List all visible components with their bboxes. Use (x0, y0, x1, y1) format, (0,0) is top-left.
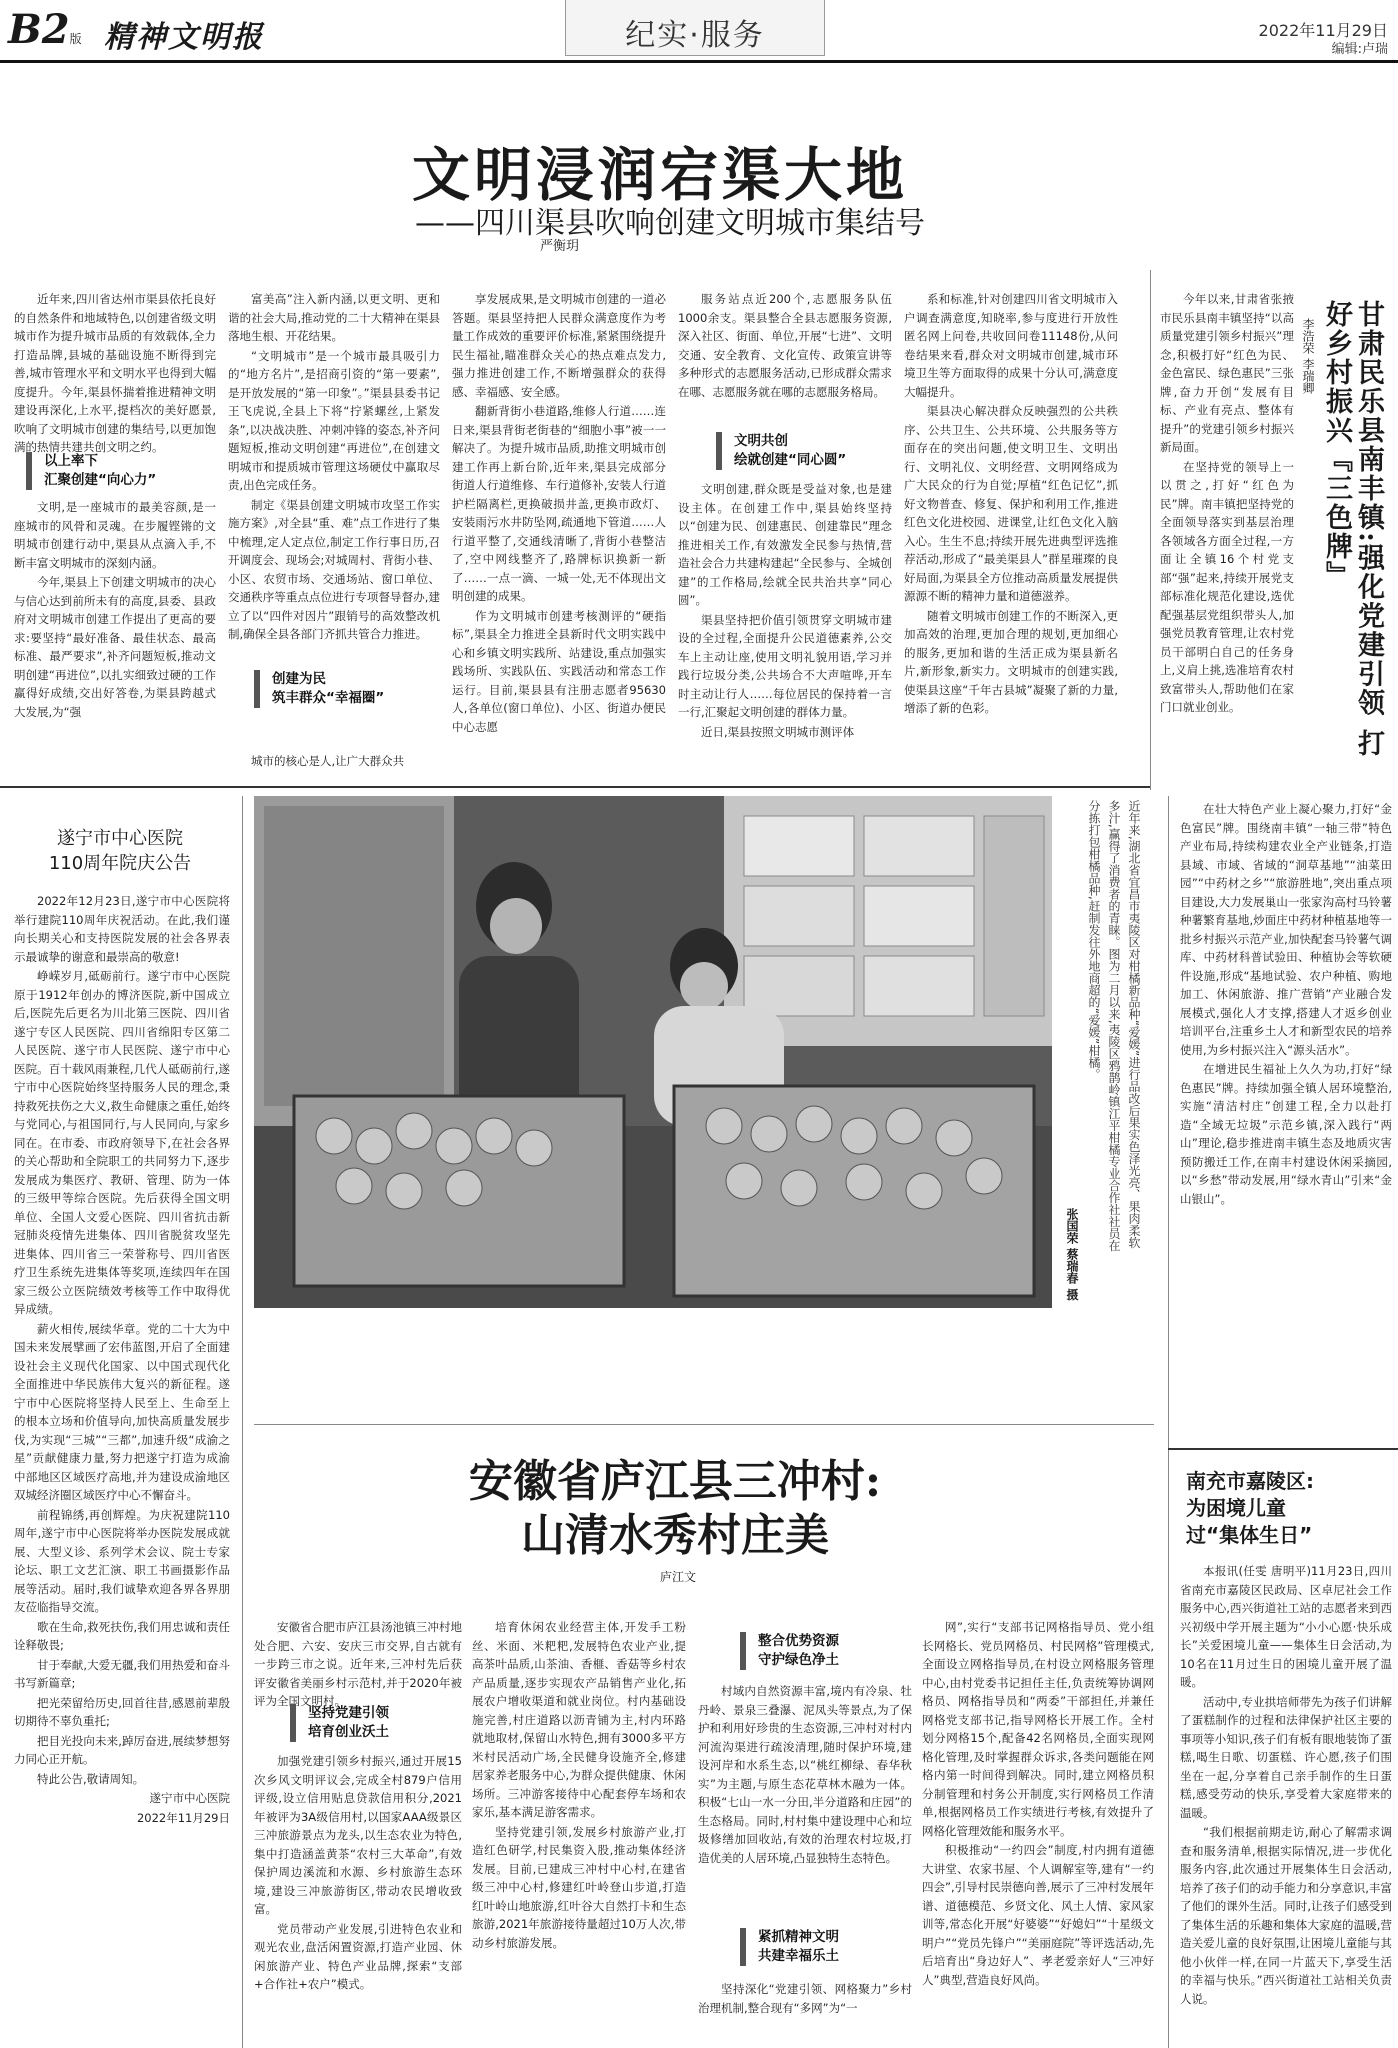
anhui-column-2 (472, 1618, 686, 2036)
paragraph: 坚持深化“党建引领、网格聚力”乡村治理机制,整合现有“多网”为“一 (698, 1982, 912, 2015)
nanchong-headline (1186, 1468, 1386, 1549)
subhead-line: 创建为民 (272, 671, 326, 687)
paragraph: 在增进民生福祉上久久为功,打好“绿色惠民”牌。持续加强全镇人居环境整治,实施“清洁村庄”创建工程,全力以赴打造“全域无垃圾”示范乡镇,深入践行“两山”理论,稳步推进南丰镇生态及地质灾害预防搬迁工作,在南丰村建设休闲采摘园,以“乡愁”带动发展,用“绿水青山”引来“金山银山”。 (1180, 1062, 1392, 1206)
paragraph: 在坚持党的领导上一以贯之,打好“红色为民”牌。南丰镇把坚持党的全面领导落实到基层治理各领域各方面全过程,一方面让全镇16个村党支部“强”起来,持续开展党支部标准化规范化建设,选优配强基层党组织带头人,加强党员教育管理,让农村党员干部明白自己的任务身上,义肩上挑,选准培育农村致富带头人,帮助他们在家门口就业创业。 (1160, 459, 1294, 714)
anhui-column-3 (698, 1682, 912, 1906)
title-line: 为困境儿童 (1186, 1496, 1286, 1520)
paragraph: 薪火相传,展续华章。党的二十大为中国未来发展擘画了宏伟蓝图,开启了全面建设社会主义现代化国家、以中国式现代化全面推进中华民族伟大复兴的新征程。遂宁市中心医院将坚持人民至上、生命至上的根本立场和价值导向,加快高质量发展步伐,为实现“三城”“三都”,加速升级“成渝之星”贡献健康力量,努力把遂宁打造为成渝中部地区区域医疗高地,并为建设成渝地区双城经济圈区域医疗中心不懈奋斗。 (14, 1321, 230, 1502)
editor-credit: 编辑:卢瑞 (1331, 42, 1388, 57)
paragraph: 坚持党建引领,发展乡村旅游产业,打造红色研学,村民集资入股,推动集体经济发展。目前,已建成三冲村中心村,在建省级三冲中心村,修建红叶岭登山步道,打造红叶岭山地旅游,红叶谷大自然打卡和生态旅游,2021年旅游接待量超过10万人次,带动乡村旅游发展。 (472, 1824, 686, 1950)
lead-column-1b (14, 498, 216, 776)
column-divider (1168, 796, 1169, 2048)
paragraph: 党员带动产业发展,引进特色农业和观光农业,盘活闲置资源,打造产业园、休闲旅游产业、特色产业品牌,探索“支部+合作社+农户”模式。 (254, 1921, 462, 1991)
paragraph: 峥嵘岁月,砥砺前行。遂宁市中心医院原于1912年创办的博济医院,新中国成立后,医院先后更名为川北第三医院、四川省遂宁专区人民医院、四川省绵阳专区第二人民医院、遂宁市人民医院、遂宁市中心医院。百十载风雨兼程,几代人砥砺前行,遂宁市中心医院始终坚持服务人民的理念,秉持救死扶伤之大义,救生命健康之重任,始终与党同心,与祖国同行,与人民同向,与家乡同在。在市委、市政府领导下,在社会各界的关心帮助和全院职工的共同努力下,逐步发展成为集医疗、教研、管理、防为一体的三级甲等综合医院。先后获得全国文明单位、全国人文爱心医院、四川省抗击新冠肺炎疫情先进集体、四川省脱贫攻坚先进集体、四川省三一荣誉称号、四川省医疗卫生系统先进集体等奖项,连续四年在国家三级公立医院绩效考核等工作中取得优异成绩。 (14, 969, 230, 1316)
lead-subhead-2 (254, 670, 384, 708)
paragraph: 系和标准,针对创建四川省文明城市入户调查满意度,知晓率,参与度进行开放性匿名网上问卷,共收回问卷11148份,从问卷结果来看,群众对文明城市创建,城市环境卫生等方面取得的成果十分认可,满意度大幅提升。 (904, 292, 1118, 399)
gansu-column-b (1180, 800, 1392, 1440)
title-line: 山清水秀村庄美 (521, 1510, 829, 1561)
paragraph: 渠县决心解决群众反映强烈的公共秩序、公共卫生、公共环境、公共服务等方面存在的突出问题,使文明卫生、文明出行、文明礼仪、文明经营、文明网络成为广大民众的行为自觉;厚植“红色记忆”,抓好文物普查、修复、保护和利用工作,推进红色文化进校园、进课堂,让红色文化入脑入心。生生不息;持续开展先进典型评选推荐活动,形成了“最美渠县人”群星璀璨的良好局面,为渠县全方位推动高质量发展提供源源不断的精神力量和道德滋养。 (904, 404, 1118, 603)
paragraph: 加强党建引领乡村振兴,通过开展15次乡风文明评议会,完成全村879户信用评级,设立信用贴息贷款信用积分,2021年被评为3A级信用村,以国家AAA级景区三冲旅游景点为龙头,以生态农业为特色,集中打造涵盖黄茶“农村三大革命”,有效保护周边溪流和水源、乡村旅游生态环境,建设三冲旅游街区,带动农民增收致富。 (254, 1754, 462, 1916)
anhui-subhead-3 (740, 1928, 839, 1966)
title-line: 过“集体生日” (1186, 1523, 1313, 1547)
anhui-headline (410, 1455, 940, 1563)
newspaper-name: 精神文明报 (104, 20, 264, 55)
photo-caption: 近年来,湖北省宜昌市夷陵区对柑橘新品种“爱媛”进行品改后果实色泽光亮、果肉柔软多汁,赢得了消费者的青睐。图为二月以来,夷陵区鸦鹊岭镇江平柑橘专业合作社社员在分拣打包柑橘品种,赶制发往外地商超的“爱媛”柑橘。 (1087, 800, 1141, 1252)
paragraph: 文明,是一座城市的最美容颜,是一座城市的风骨和灵魂。在步履铿锵的文明城市创建行动中,渠县从点滴入手,不断丰富文明城市的深刻内涵。 (14, 500, 216, 570)
lead-column-2 (228, 290, 440, 660)
subhead-line: 整合优势资源 (758, 1633, 839, 1649)
subhead-line: 紧抓精神文明 (758, 1929, 839, 1945)
citrus-sorting-photo (254, 796, 1052, 1308)
issue-date: 2022年11月29日 (1258, 21, 1388, 40)
anhui-byline: 庐江文 (660, 1570, 697, 1584)
subhead-line: 汇聚创建“向心力” (44, 472, 157, 488)
paragraph: 随着文明城市创建工作的不断深入,更加高效的治理,更加合理的规划,更加细心的服务,更加和谐的生活正成为渠县新名片,新形象,新实力。文明城市的创建实践,使渠县这座“千年古县城”凝聚了新的力量,增添了新的色彩。 (904, 608, 1118, 715)
paragraph: 活动中,专业拱培师带先为孩子们讲解了蛋糕制作的过程和法律保护社区主要的事项等小知识,孩子们有板有眼地装饰了蛋糕,喝生日歌、切蛋糕、许心愿,孩子们围坐在一起,分享着自己亲手制作的生日蛋糕,感受劳动的快乐,享受着大家庭带来的温暖。 (1180, 1694, 1392, 1820)
gansu-byline: 李浩荣 李瑞卿 (1301, 318, 1315, 394)
signature-date: 2022年11月29日 (136, 1810, 230, 1825)
lead-subhead-1 (26, 452, 156, 490)
subhead-line: 绘就创建“同心圆” (734, 452, 847, 468)
paragraph: 今年,渠县上下创建文明城市的决心与信心达到前所未有的高度,县委、县政府对文明城市创建工作提出了更高的要求:要坚持“最好准备、最佳状态、最高标准、最严要求”,补齐问题短板,推动文明创建“再进位”,以扎实细致过硬的工作赢得好成绩,交出好答卷,为渠县跨越式大发展,为“强 (14, 575, 216, 719)
paragraph: 积极推动“一约四会”制度,村内拥有道德大讲堂、农家书屋、个人调解室等,建有“一约四会”,引导村民崇德向善,展示了三冲村发展年谱、道德模范、乡贤文化、风土人情、家风家训等,常态化开展“好婆婆”“好媳妇”“十星级文明户”“党员先锋户”“美丽庭院”等评选活动,先后培育出“身边好人”、孝老爱亲好人“三冲好人”典型,营造良好风尚。 (922, 1843, 1154, 1987)
anhui-column-4 (922, 1618, 1154, 2036)
paragraph: 把目光投向未来,踔厉奋进,展续梦想努力同心正开航。 (14, 1733, 230, 1766)
anhui-subhead-2 (740, 1632, 839, 1670)
column-divider (242, 796, 243, 2048)
column-divider (1150, 270, 1151, 790)
lead-headline: 文明浸润宕渠大地 (411, 141, 908, 209)
anhui-column-1b (254, 1752, 462, 2036)
subhead-line: 筑丰群众“幸福圈” (272, 690, 385, 706)
hospital-notice-body (14, 892, 230, 2022)
photo-illustration (254, 796, 1052, 1308)
lead-column-2b (228, 752, 440, 776)
page-number: B2版 (8, 6, 82, 53)
subhead-line: 守护绿色净土 (758, 1652, 839, 1668)
lead-subheadline: ——四川渠县吹响创建文明城市集结号 (415, 206, 925, 241)
section-name: 纪实·服务 (625, 18, 765, 53)
paragraph: 服务站点近200个,志愿服务队伍1000余支。渠县整合全县志愿服务资源,深入社区、街面、单位,开展“七进”、文明交通、安全教育、文化宣传、政策宣讲等多种形式的志愿服务活动,已形成群众需求在哪、志愿服务就在哪的志愿服务格局。 (678, 292, 892, 399)
anhui-subhead-1 (290, 1704, 389, 1742)
lead-subhead-3 (716, 432, 846, 470)
paragraph: 享发展成果,是文明城市创建的一道必答题。渠县坚持把人民群众满意度作为考量工作成效的重要评价标准,紧紧围绕提升民生福祉,瞄准群众关心的热点难点发力,强力推进创建工作,不断增强群众的获得感、幸福感、安全感。 (452, 292, 666, 399)
title-line: 110周年院庆公告 (48, 853, 192, 874)
paragraph: 富美高”注入新内涵,以更文明、更和谐的社会大局,推动党的二十大精神在渠县落地生根、开花结果。 (228, 292, 440, 343)
anhui-column-3b (698, 1980, 912, 2036)
paragraph: 制定《渠县创建文明城市攻坚工作实施方案》,对全县“重、难”点工作进行了集中梳理,定人定点位,制定工作行事日历,召开调度会、现场会;对城周村、背街小巷、小区、农贸市场、交通场站、窗口单位、交通秩序等重点点位进行专项督导督办,建立了以“四件对因片”跟销号的高效整改机制,确保全县各部门齐抓共管合力推进。 (228, 497, 440, 641)
paragraph: 网”,实行“支部书记网格指导员、党小组长网格长、党员网格员、村民网格”管理模式,全面设立网格指导员,在村设立网格服务管理中心,由村党委书记担任主任,负责统筹协调网格员、网格指导员和“两委”干部担任,并兼任网格党支部书记,指导网格长开展工作。全村划分网格15个,配备42名网格员,全面实现网格化管理,及时掌握群众诉求,各类问题能在网格内第一时间得到解决。同时,建立网格员积分制管理和村务公开制度,实行网格员工作清单,根据网格员工作实绩进行考核,有效提升了网格化管理效能和服务水平。 (922, 1620, 1154, 1838)
paragraph: 把光荣留给历史,回首往昔,感恩前辈殷切期待不辜负重托; (14, 1695, 230, 1728)
paragraph: 近年来,四川省达州市渠县依托良好的自然条件和地域特色,以创建省级文明城市作为提升城市品质的有效载体,全力打造品牌,县城的基础设施不断得到完善,城市管理水平和文明水平也得到大幅度提升。今年,渠县怀揣着推进精神文明建设再深化,上水平,提档次的美好愿景,吹响了文明城市创建的集结号,以更加饱满的热情共建共创文明之约。 (14, 292, 216, 454)
paragraph: 文明创建,群众既是受益对象,也是建设主体。在创建工作中,渠县始终坚持以“创建为民、创建惠民、创建靠民”理念推进相关工作,有效激发全民参与热情,营造社会合力共建构建起“全民参与、全城创建”的工作格局,绘就全民共治共享“同心圆”。 (678, 482, 892, 607)
anhui-column-1 (254, 1618, 462, 1708)
subhead-line: 培育创业沃土 (308, 1724, 389, 1740)
section-box (565, 0, 825, 56)
paragraph: 在壮大特色产业上凝心聚力,打好“金色富民”牌。围绕南丰镇“一轴三带”特色产业布局,持续构建农业全产业链条,打造县域、市域、省域的“洞草基地”“油菜田园”“中药材之乡”“旅游胜地”,突出重点项目建设,大力发展巢山一张家沟高村马铃薯种薯繁育基地,炒面庄中药材种植基地等一批乡村振兴示范产业,加快配套马铃薯气调库、中药材科普试验田、种植协会等软硬件设施,形成“基地试验、农户种植、购地加工、休闲旅游、推广营销”产业融合发展模式,强化人才支撑,搭建人才返乡创业培训平台,注重乡土人才和新型农民的培养使用,为乡村振兴注入“源头活水”。 (1180, 802, 1392, 1057)
masthead-rule (0, 60, 1398, 63)
paragraph: 甘于奉献,大爱无疆,我们用热爱和奋斗书写新篇章; (14, 1657, 230, 1690)
photo-credit: 张国荣 蔡瑞春 摄 (1065, 1208, 1079, 1301)
gansu-column-a (1160, 290, 1294, 756)
paragraph: 安徽省合肥市庐江县汤池镇三冲村地处合肥、六安、安庆三市交界,自古就有一步跨三市之说。近年来,三冲村先后获评安徽省美丽乡村示范村,并于2020年被评为全国文明村。 (254, 1620, 462, 1708)
paragraph: 特此公告,敬请周知。 (37, 1771, 145, 1786)
paragraph: 作为文明城市创建考核测评的“硬指标”,渠县全力推进全县新时代文明实践中心和乡镇文明实践所、站建设,重点加强实践场所、实践队伍、实践活动和常态工作运行。目前,渠县县有注册志愿者95630人,各单位(窗口单位)、小区、街道办便民中心志愿 (452, 608, 666, 734)
paragraph: 前程锦绣,再创辉煌。为庆祝建院110周年,遂宁市中心医院将举办医院发展成就展、大型义诊、系列学术会议、院士专家论坛、职工文艺汇演、职工书画摄影作品展等活动。届时,我们诚挚欢迎各界各界朋友莅临指导交流。 (14, 1507, 230, 1614)
lead-column-5 (904, 290, 1118, 776)
lead-column-1 (14, 290, 216, 454)
lead-byline: 严衡玥 (540, 239, 580, 254)
section-divider (0, 786, 1150, 788)
subhead-line: 坚持党建引领 (308, 1705, 389, 1721)
masthead (0, 0, 1398, 60)
paragraph: 近日,渠县按照文明城市测评体 (701, 724, 855, 739)
hospital-notice-title (20, 826, 220, 876)
section-divider (254, 1424, 1154, 1425)
subhead-line: 文明共创 (734, 433, 788, 449)
paragraph: 2022年12月23日,遂宁市中心医院将举行建院110周年庆祝活动。在此,我们谨向长期关心和支持医院发展的社会各界表示最诚挚的谢意和最崇高的敬意! (14, 894, 230, 964)
title-line: 南充市嘉陵区: (1186, 1469, 1314, 1493)
paragraph: 本报讯(任雯 唐明平)11月23日,四川省南充市嘉陵区民政局、区卓尼社会工作服务中心,西兴街道社工站的志愿者来到西兴初级中学开展主题为“小小心愿·快乐成长”关爱困境儿童——集体生日会活动,为10名在11月过生日的困境儿童开展了温暖。 (1180, 1564, 1392, 1689)
paragraph: 村域内自然资源丰富,境内有冷泉、牡丹岭、景泉三叠瀑、泥凤头等景点,为了保护和利用好珍贵的生态资源,三冲村对村内河流沟渠进行疏浚清理,随时保护环境,建设河岸和水系生态,以“桃红柳绿、春华秋实”为主题,与原生态花草林木融为一体。积极“七山一水一分田,半分道路和庄园”的生态格局。同时,村村集中建设理中心和垃圾修缮加回收站,有效的治理农村垃圾,打造优美的人居环境,凸显独特生态特色。 (698, 1684, 912, 1865)
gansu-headline: 甘肃民乐县南丰镇:强化党建引领 打好乡村振兴『三色牌』 (1321, 300, 1384, 759)
paragraph: 翻新背街小巷道路,维修人行道……连日来,渠县背街老街巷的“细胞小事”被一一解决了。为提升城市品质,助推文明城市创建工作再上新台阶,近年来,渠县完成部分街道人行道维修、车行道修补,安装人行道护栏隔离栏,更换破损井盖,更换市政灯、安装雨污水井防坠网,疏通地下管道……人行道平整了,交通线清晰了,背街小巷整洁了,空中网线整齐了,路牌标识换新一新了……一点一滴、一城一处,无不体现出文明创建的成果。 (452, 404, 666, 603)
lead-column-4b (678, 480, 892, 776)
title-line: 安徽省庐江县三冲村: (468, 1456, 882, 1507)
title-line: 遂宁市中心医院 (57, 828, 183, 849)
subhead-line: 共建幸福乐土 (758, 1948, 839, 1964)
lead-column-3 (452, 290, 666, 776)
subhead-line: 以上率下 (44, 453, 98, 469)
paragraph: 歌在生命,救死扶伤,我们用忠诚和责任诠释敬畏; (14, 1619, 230, 1652)
nanchong-body (1180, 1562, 1392, 2036)
paragraph: 今年以来,甘肃省张掖市民乐县南丰镇坚持“以高质量党建引领乡村振兴”理念,积极打好“红色为民、金色富民、绿色惠民”三张牌,奋力开创“发展有目标、产业有亮点、整体有提升”的党建引领乡村振兴新局面。 (1160, 292, 1294, 454)
paragraph: “文明城市”是一个城市最具吸引力的“地方名片”,是招商引资的“第一要素”,是开放发展的“第一印象”。”渠县县委书记王飞虎说,全县上下将“拧紧螺丝,上紧发条”,以决战决胜、冲刺冲锋的姿态,补齐问题短板,推动文明创建“再进位”,在创建文明城市和提质城市管理这场硬仗中赢取尽责,出色完成任务。 (228, 348, 440, 492)
paragraph: 渠县坚持把价值引领贯穿文明城市建设的全过程,全面提升公民道德素养,公交车上主动让座,使用文明礼貌用语,学习并践行垃圾分类,公共场合不大声喧哗,开车时主动让行人……每位居民的保持着一言一行,汇聚起文明创建的群体力量。 (678, 612, 892, 719)
section-divider (1168, 1448, 1398, 1450)
paragraph: “我们根据前期走访,耐心了解需求调查和服务清单,根据实际情况,进一步优化服务内容,此次通过开展集体生日会活动,培养了孩子们的动手能力和分享意识,丰富了他们的课外生活。同时,让孩子们感受到了集体生活的乐趣和集体大家庭的温暖,营造关爱儿童的良好氛围,让困境儿童能与其他小伙伴一样,在同一片蓝天下,享受生活的幸福与快乐。”西兴街道社工站相关负责人说。 (1180, 1825, 1392, 2006)
lead-column-4 (678, 290, 892, 420)
paragraph: 城市的核心是人,让广大群众共 (251, 754, 405, 768)
paragraph: 培育休闲农业经营主体,开发手工粉丝、米面、米粑粑,发展特色农业产业,提高茶叶品质,山茶油、香榧、香菇等乡村农产品质量,逐步实现农产品销售产业化,拓展农户增收渠道和就业岗位。村内基础设施完善,村庄道路以沥青铺为主,村内环路就地取材,保留山水特色,拥有3000多平方米村民活动广场,全民健身设施齐全,修建居家养老服务中心,为群众提供健康、休闲场所。三冲游客接待中心配套停车场和农家乐,基本满足游客需求。 (472, 1620, 686, 1819)
signature: 遂宁市中心医院 (149, 1791, 230, 1805)
